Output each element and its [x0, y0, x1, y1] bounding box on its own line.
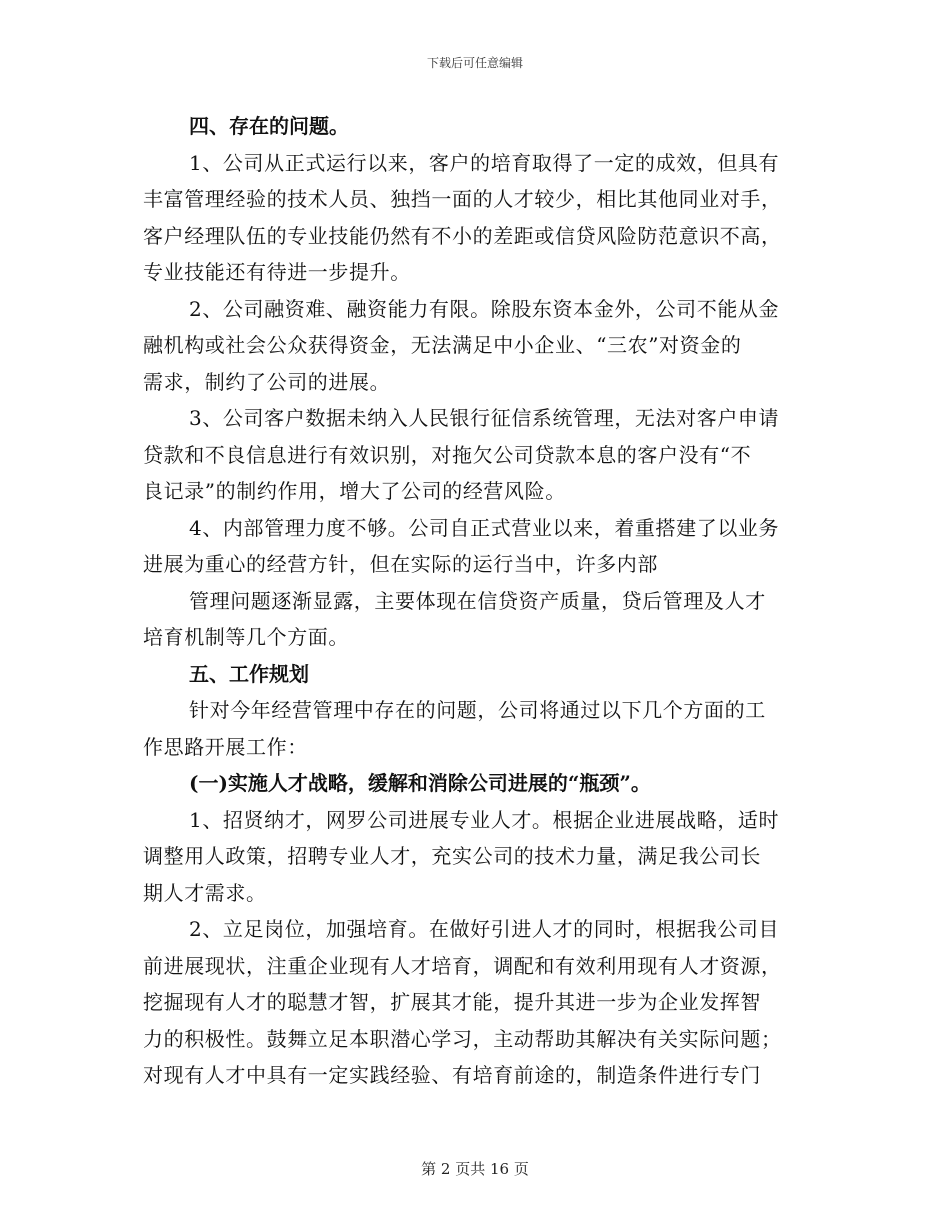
paragraph-plan-intro: [143, 692, 808, 765]
text-line: 2、立足岗位，加强培育。在做好引进人才的同时，根据我公司目: [189, 917, 780, 941]
text-line: 客户经理队伍的专业技能仍然有不小的差距或信贷风险防范意识不高，: [143, 223, 782, 248]
page-header-note: 下载后可任意编辑: [426, 56, 523, 70]
text-line: 贷款和不良信息进行有效识别，对拖欠公司贷款本息的客户没有“不: [143, 442, 752, 467]
text-line: 丰富管理经验的技术人员、独挡一面的人才较少，相比其他同业对手，: [143, 187, 782, 211]
text-line: 融机构或社会公众获得资金，无法满足中小企业、“三农”对资金的: [143, 333, 742, 357]
subsection-heading-talent-strategy: (一)实施人才战略，缓解和消除公司进展的“瓶颈”。: [189, 771, 651, 795]
section-heading-work-plan: 五、工作规划: [189, 661, 309, 686]
text-line: 良记录”的制约作用，增大了公司的经营风险。: [143, 479, 566, 503]
paragraph-talent-2: [143, 911, 808, 1094]
text-line: 需求，制约了公司的进展。: [143, 369, 391, 394]
text-line: 作思路开展工作：: [143, 734, 308, 759]
text-line: 4、内部管理力度不够。公司自正式营业以来，着重搭建了以业务: [189, 515, 780, 540]
text-line: 培育机制等几个方面。: [143, 625, 349, 649]
paragraph-problem-1: [143, 145, 808, 291]
paragraph-problem-4-continued: [143, 583, 808, 656]
text-line: 进展为重心的经营方针，但在实际的运行当中，许多内部: [143, 552, 658, 576]
section-heading-problems: 四、存在的问题。: [189, 114, 349, 138]
text-line: 2、公司融资难、融资能力有限。除股东资本金外，公司不能从金: [189, 296, 780, 321]
text-line: 对现有人才中具有一定实践经验、有培育前途的，制造条件进行专门: [143, 1063, 761, 1087]
text-line: 管理问题逐渐显露，主要体现在信贷资产质量，贷后管理及人才: [189, 588, 766, 613]
paragraph-problem-4: [143, 510, 808, 583]
text-line: 前进展现状，注重企业现有人才培育，调配和有效利用现有人才资源，: [143, 953, 782, 978]
text-line: 挖掘现有人才的聪慧才智，扩展其才能，提升其进一步为企业发挥智: [143, 990, 761, 1014]
text-line: 1、公司从正式运行以来，客户的培育取得了一定的成效，但具有: [189, 150, 780, 175]
page-number: 第 2 页共 16 页: [421, 1160, 529, 1178]
paragraph-problem-3: [143, 400, 808, 510]
paragraph-talent-1: [143, 802, 808, 912]
text-line: 力的积极性。鼓舞立足本职潜心学习，主动帮助其解决有关实际问题；: [143, 1026, 782, 1051]
text-line: 期人才需求。: [143, 880, 267, 905]
text-line: 针对今年经营管理中存在的问题，公司将通过以下几个方面的工: [189, 698, 766, 722]
text-line: 专业技能还有待进一步提升。: [143, 260, 411, 284]
document-body: [143, 108, 808, 1094]
text-line: 1、招贤纳才，网罗公司进展专业人才。根据企业进展战略，适时: [189, 807, 780, 832]
text-line: 3、公司客户数据未纳入人民银行征信系统管理，无法对客户申请: [189, 406, 780, 430]
paragraph-problem-2: [143, 291, 808, 401]
text-line: 调整用人政策，招聘专业人才，充实公司的技术力量，满足我公司长: [143, 844, 761, 868]
